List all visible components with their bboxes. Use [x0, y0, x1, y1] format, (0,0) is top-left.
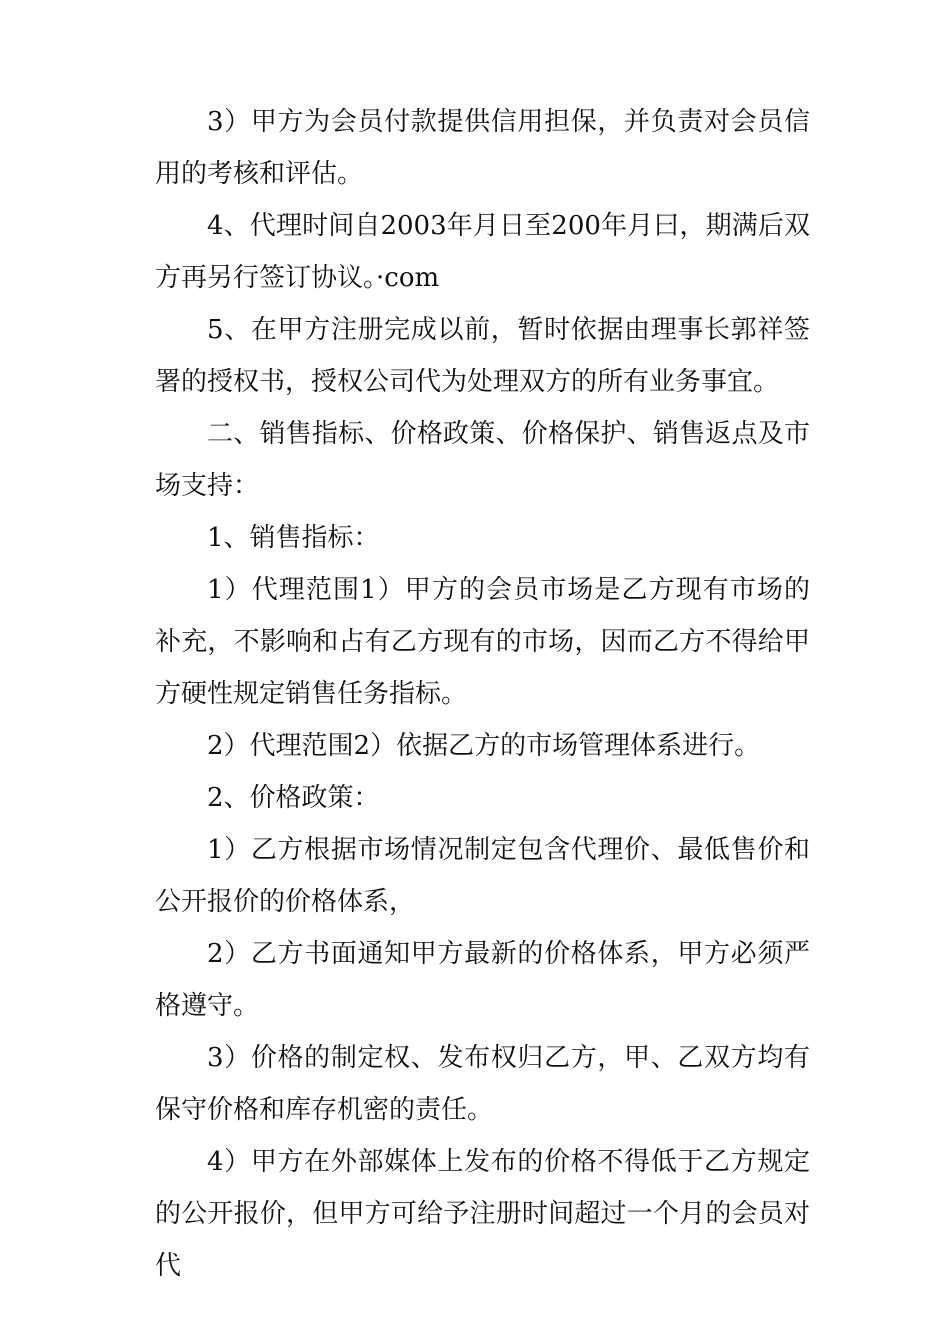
paragraph-agency-scope-1: 1）代理范围1）甲方的会员市场是乙方现有市场的补充，不影响和占有乙方现有的市场，因而乙方不得给甲方硬性规定销售任务指标。 — [155, 575, 810, 709]
subheading-price-policy: 2、价格政策： — [207, 783, 380, 813]
paragraph-credit-guarantee: 3）甲方为会员付款提供信用担保，并负责对会员信用的考核和评估。 — [155, 107, 810, 189]
paragraph-agency-scope-2: 2）代理范围2）依据乙方的市场管理体系进行。 — [207, 731, 761, 761]
paragraph-price-publish: 4）甲方在外部媒体上发布的价格不得低于乙方规定的公开报价，但甲方可给予注册时间超过一个月的会员对代 — [155, 1147, 810, 1281]
paragraph-authorization: 5、在甲方注册完成以前，暂时依据由理事长郭祥签署的授权书，授权公司代为处理双方的所有业务事宜。 — [155, 315, 810, 397]
subheading-sales-targets: 1、销售指标： — [207, 523, 380, 553]
paragraph-price-notice: 2）乙方书面通知甲方最新的价格体系，甲方必须严格遵守。 — [155, 939, 810, 1021]
paragraph-price-system: 1）乙方根据市场情况制定包含代理价、最低售价和公开报价的价格体系， — [155, 835, 810, 917]
document-body — [155, 96, 810, 1292]
paragraph-price-rights: 3）价格的制定权、发布权归乙方，甲、乙双方均有保守价格和库存机密的责任。 — [155, 1043, 810, 1125]
section-heading-sales: 二、销售指标、价格政策、价格保护、销售返点及市场支持： — [155, 419, 810, 501]
paragraph-agency-period: 4、代理时间自2003年月日至200年月曰，期满后双方再另行签订协议。·com — [155, 211, 810, 293]
